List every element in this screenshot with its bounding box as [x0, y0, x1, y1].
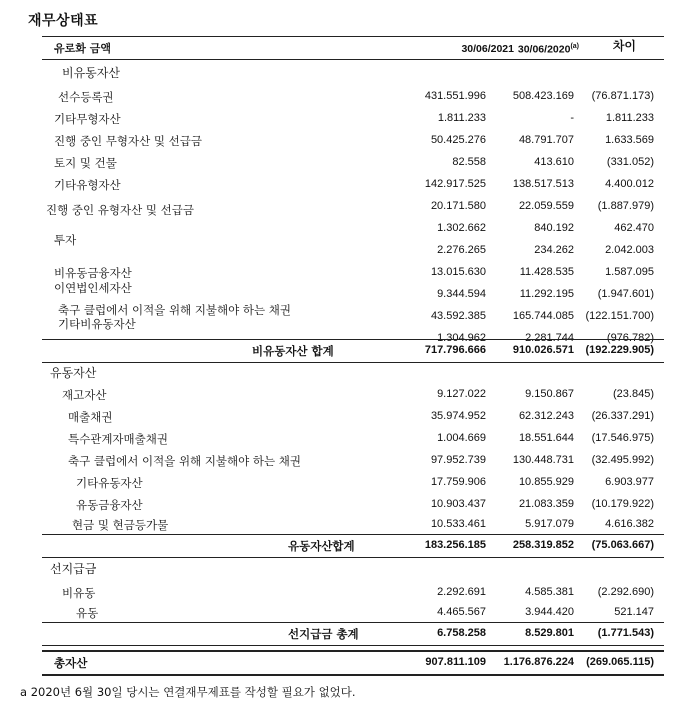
value-diff: (1.771.543) — [597, 627, 654, 639]
table-row — [42, 406, 664, 428]
value-2021: 1.811.233 — [437, 112, 486, 124]
value-2020: 138.517.513 — [512, 178, 574, 190]
value-diff: (976.782) — [606, 332, 654, 344]
table-row — [42, 174, 664, 196]
value-2021: 2.276.265 — [437, 244, 486, 256]
value-diff: (122.151.700) — [585, 310, 654, 322]
value-2021: 13.015.630 — [430, 266, 486, 278]
table-row — [42, 428, 664, 450]
value-2020: 10.855.929 — [518, 476, 574, 488]
row-label: 축구 클럽에서 이적을 위해 지불해야 하는 채권 — [68, 454, 302, 468]
table-row — [42, 233, 664, 262]
value-diff: 4.616.382 — [605, 518, 654, 530]
table-row — [42, 472, 664, 494]
row-label: 투자 — [54, 233, 77, 247]
value-2020: 48.791.707 — [518, 134, 574, 146]
value-2021: 1.302.662 — [437, 222, 486, 234]
col-2020-note: (a) — [570, 43, 579, 50]
value-diff: (269.065.115) — [586, 656, 654, 668]
value-2021: 431.551.996 — [424, 90, 486, 102]
value-diff: (76.871.173) — [591, 90, 654, 102]
value-2020: 8.529.801 — [525, 627, 574, 639]
row-label: 특수관계자매출채권 — [68, 432, 168, 446]
row-label: 기타비유동자산 — [58, 317, 136, 331]
value-2021: 717.796.666 — [424, 344, 486, 356]
row-label: 유동 — [76, 606, 99, 620]
value-diff: (331.052) — [606, 156, 654, 168]
value-diff: 521.147 — [614, 606, 654, 618]
value-diff: (17.546.975) — [591, 432, 654, 444]
value-2020: 22.059.559 — [518, 200, 574, 212]
grand-total-row — [42, 650, 664, 676]
row-label: 유동금융자산 — [76, 498, 143, 512]
value-diff: 2.042.003 — [605, 244, 654, 256]
value-2021: 43.592.385 — [430, 310, 486, 322]
value-2021: 6.758.258 — [437, 627, 486, 639]
value-2020: 11.428.535 — [519, 266, 574, 278]
value-2020: 165.744.085 — [512, 310, 574, 322]
value-diff: (10.179.922) — [591, 498, 654, 510]
value-2020: 18.551.644 — [518, 432, 574, 444]
value-2020: 1.176.876.224 — [503, 656, 574, 668]
value-diff: (26.337.291) — [591, 410, 654, 422]
table-header — [42, 36, 664, 60]
value-2021: 183.256.185 — [424, 539, 486, 551]
value-diff: (192.229.905) — [585, 344, 654, 356]
value-2021: 17.759.906 — [430, 476, 486, 488]
value-2020: 21.083.359 — [518, 498, 574, 510]
section-noncurrent-heading: 비유동자산 — [62, 66, 120, 80]
col-diff-header: 차이 — [612, 39, 636, 53]
subtotal-row — [42, 339, 664, 363]
value-2021: 907.811.109 — [425, 656, 486, 668]
value-2020: 234.262 — [534, 244, 574, 256]
col-2020-header — [479, 43, 579, 56]
row-label: 축구 클럽에서 이적을 위해 지불해야 하는 채권 — [58, 303, 292, 317]
value-diff: (23.845) — [613, 388, 654, 400]
value-2021: 97.952.739 — [430, 454, 486, 466]
value-diff: 4.400.012 — [605, 178, 654, 190]
value-diff: 462.470 — [614, 222, 654, 234]
table-row — [42, 152, 664, 174]
value-diff: (1.947.601) — [597, 288, 654, 300]
row-label: 선지급금 총계 — [288, 627, 359, 641]
table-row — [42, 196, 664, 218]
subtotal-row — [42, 534, 664, 558]
table-row — [42, 108, 664, 130]
value-2021: 82.558 — [452, 156, 486, 168]
row-label: 기타유동자산 — [76, 476, 143, 490]
value-2020: - — [570, 112, 574, 124]
value-2021: 10.533.461 — [430, 518, 486, 530]
table-row — [42, 450, 664, 472]
row-label: 총자산 — [54, 656, 88, 670]
value-2021: 1.304.962 — [437, 332, 486, 344]
value-diff: 6.903.977 — [605, 476, 654, 488]
row-label: 비유동금융자산 — [54, 266, 132, 280]
col-2021-header: 30/06/2021 — [461, 43, 514, 55]
value-diff: (2.292.690) — [597, 586, 654, 598]
value-2020: 910.026.571 — [512, 344, 574, 356]
value-2021: 9.344.594 — [437, 288, 486, 300]
statement-title: 재무상태표 — [28, 13, 99, 29]
table-row — [42, 514, 664, 536]
table-row — [42, 494, 664, 516]
value-2020: 5.917.079 — [525, 518, 574, 530]
table-row — [42, 262, 664, 284]
value-2020: 62.312.243 — [518, 410, 574, 422]
value-2020: 130.448.731 — [512, 454, 574, 466]
value-2021: 9.127.022 — [437, 388, 486, 400]
row-label: 토지 및 건물 — [54, 156, 117, 170]
row-label: 진행 중인 유형자산 및 선급금 — [46, 203, 194, 217]
row-label: 유동자산합계 — [288, 539, 355, 553]
value-2021: 35.974.952 — [430, 410, 486, 422]
table-row — [42, 384, 664, 406]
row-label: 선수등록권 — [58, 90, 114, 104]
row-label: 진행 중인 무형자산 및 선급금 — [54, 134, 202, 148]
row-label: 현금 및 현금등가물 — [72, 518, 169, 532]
subtotal-row — [42, 622, 664, 646]
value-diff: (32.495.992) — [591, 454, 654, 466]
row-label: 매출채권 — [68, 410, 113, 424]
value-2020: 840.192 — [534, 222, 574, 234]
currency-label: 유로화 금액 — [54, 42, 111, 55]
value-2021: 142.917.525 — [424, 178, 486, 190]
section-current-heading: 유동자산 — [50, 366, 97, 380]
row-label: 기타무형자산 — [54, 112, 121, 126]
value-2020: 413.610 — [534, 156, 574, 168]
value-2021: 1.004.669 — [437, 432, 486, 444]
value-2020: 508.423.169 — [512, 90, 574, 102]
row-label: 이연법인세자산 — [54, 281, 132, 295]
value-diff: (75.063.667) — [591, 539, 654, 551]
row-label: 재고자산 — [62, 388, 107, 402]
value-2020: 3.944.420 — [525, 606, 574, 618]
value-diff: (1.887.979) — [597, 200, 654, 212]
value-2021: 50.425.276 — [430, 134, 486, 146]
value-2020: 2.281.744 — [525, 332, 574, 344]
value-2021: 4.465.567 — [437, 606, 486, 618]
value-2021: 2.292.691 — [437, 586, 486, 598]
footnote: a 2020년 6월 30일 당시는 연결재무제표를 작성할 필요가 없었다. — [20, 685, 356, 699]
value-2020: 9.150.867 — [525, 388, 574, 400]
row-label: 비유동자산 합계 — [252, 344, 334, 358]
value-2020: 4.585.381 — [525, 586, 574, 598]
value-2020: 11.292.195 — [519, 288, 574, 300]
section-prepaid-heading: 선지급금 — [50, 562, 97, 576]
value-2021: 10.903.437 — [430, 498, 486, 510]
value-diff: 1.633.569 — [605, 134, 654, 146]
value-2020: 258.319.852 — [512, 539, 574, 551]
row-label: 기타유형자산 — [54, 178, 121, 192]
table-row — [42, 86, 664, 108]
col-2020-label: 30/06/2020 — [517, 43, 571, 56]
value-diff: 1.811.233 — [605, 112, 654, 124]
table-row — [42, 582, 664, 604]
value-diff: 1.587.095 — [605, 266, 654, 278]
row-label: 비유동 — [62, 586, 96, 600]
value-2021: 20.171.580 — [430, 200, 486, 212]
table-row — [42, 130, 664, 152]
table-row — [42, 218, 664, 240]
table-row — [42, 602, 664, 624]
